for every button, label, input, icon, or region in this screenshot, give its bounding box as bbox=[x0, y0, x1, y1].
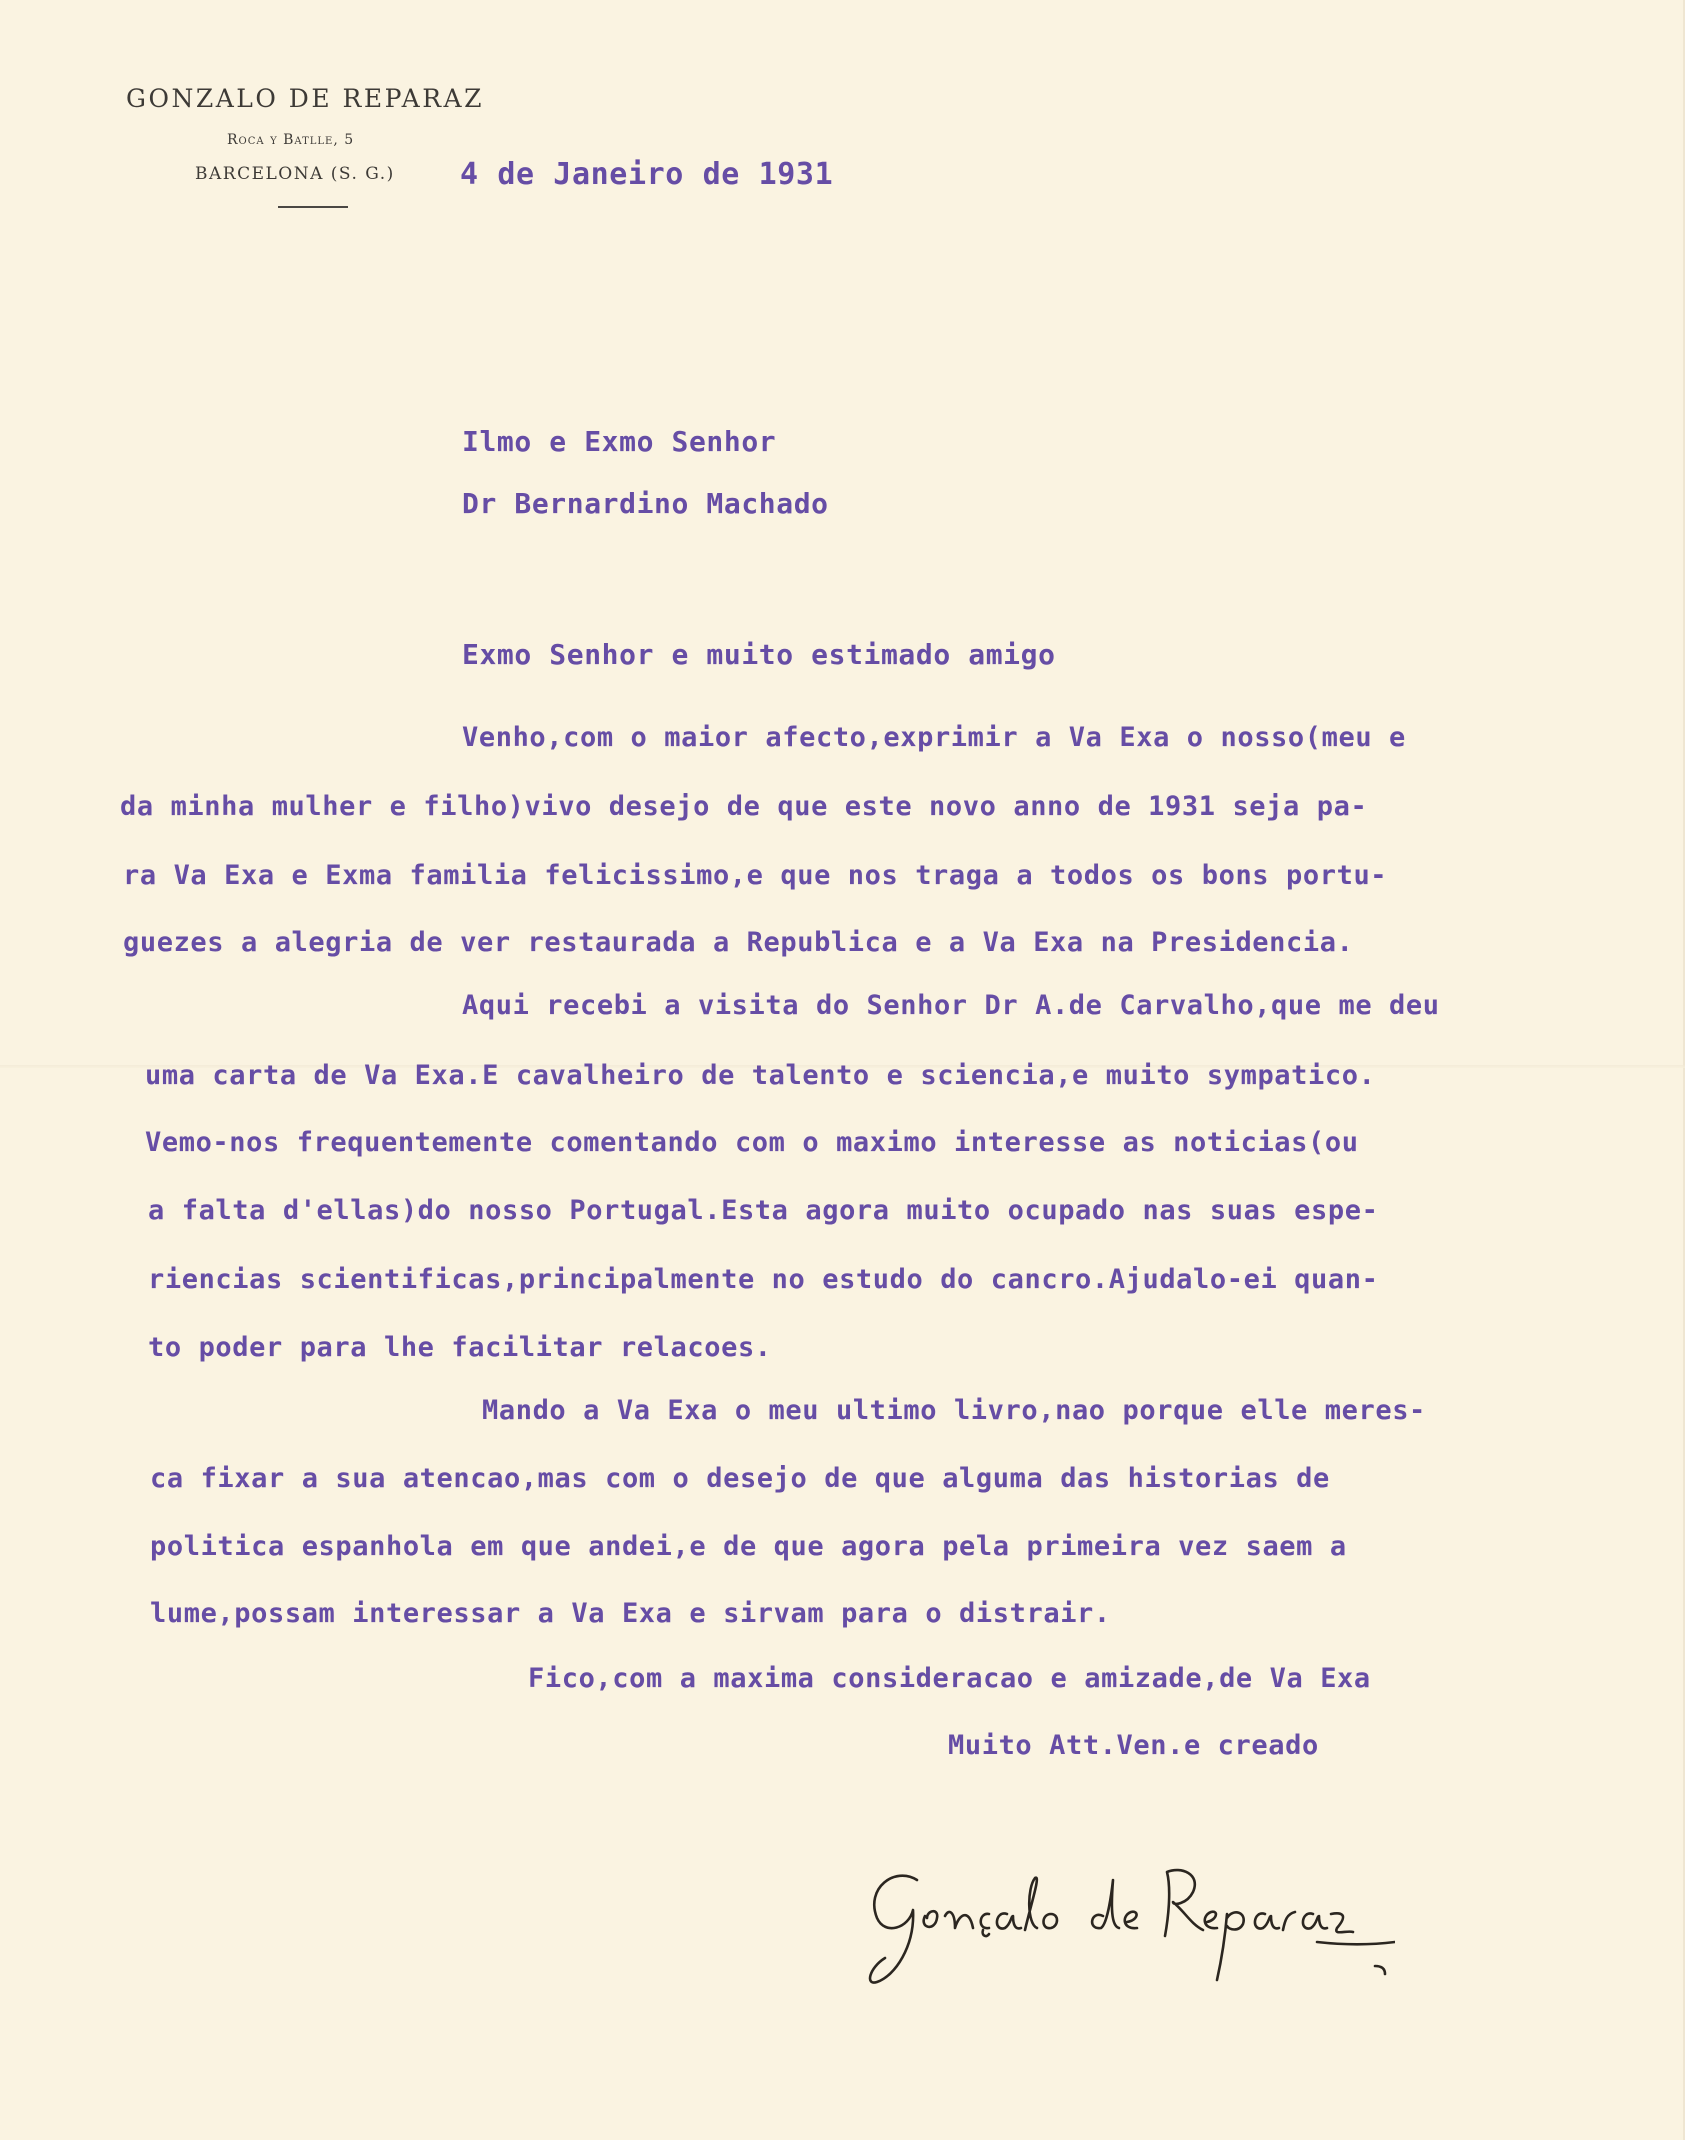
body-line: riencias scientificas,principalmente no estudo do cancro.Ajudalo-ei quan- bbox=[148, 1264, 1379, 1295]
body-line: guezes a alegria de ver restaurada a Republica e a Va Exa na Presidencia. bbox=[123, 927, 1354, 958]
body-line: ca fixar a sua atencao,mas com o desejo de que alguma das historias de bbox=[150, 1463, 1330, 1494]
body-line: a falta d'ellas)do nosso Portugal.Esta agora muito ocupado nas suas espe- bbox=[148, 1195, 1379, 1226]
salutation: Exmo Senhor e muito estimado amigo bbox=[462, 638, 1056, 671]
handwritten-signature bbox=[855, 1858, 1395, 1998]
letterhead-city: BARCELONA (S. G.) bbox=[195, 164, 395, 184]
body-line: Mando a Va Exa o meu ultimo livro,nao porque elle meres- bbox=[482, 1395, 1426, 1426]
body-line: to poder para lhe facilitar relacoes. bbox=[148, 1332, 772, 1363]
body-line: Venho,com o maior afecto,exprimir a Va Exa o nosso(meu e bbox=[462, 722, 1406, 753]
body-line: da minha mulher e filho)vivo desejo de que este novo anno de 1931 seja pa- bbox=[120, 791, 1368, 822]
address-line-1: Ilmo e Exmo Senhor bbox=[462, 425, 777, 458]
closing-line-1: Fico,com a maxima consideracao e amizade,de Va Exa bbox=[528, 1663, 1371, 1694]
closing-line-2: Muito Att.Ven.e creado bbox=[948, 1730, 1319, 1761]
body-line: ra Va Exa e Exma familia felicissimo,e que nos traga a todos os bons portu- bbox=[123, 860, 1388, 891]
letterhead-street: Roca y Batlle, 5 bbox=[227, 132, 355, 148]
body-line: Vemo-nos frequentemente comentando com o maximo interesse as noticias(ou bbox=[145, 1127, 1359, 1158]
body-line: uma carta de Va Exa.E cavalheiro de talento e sciencia,e muito sympatico. bbox=[145, 1060, 1376, 1091]
letter-date: 4 de Janeiro de 1931 bbox=[460, 157, 834, 192]
body-line: Aqui recebi a visita do Senhor Dr A.de Carvalho,que me deu bbox=[462, 990, 1440, 1021]
body-line: politica espanhola em que andei,e de que agora pela primeira vez saem a bbox=[150, 1531, 1347, 1562]
body-line: lume,possam interessar a Va Exa e sirvam para o distrair. bbox=[150, 1598, 1111, 1629]
address-line-2: Dr Bernardino Machado bbox=[462, 487, 829, 520]
letterhead-divider bbox=[278, 206, 348, 208]
letterhead-name: GONZALO DE REPARAZ bbox=[126, 84, 484, 113]
